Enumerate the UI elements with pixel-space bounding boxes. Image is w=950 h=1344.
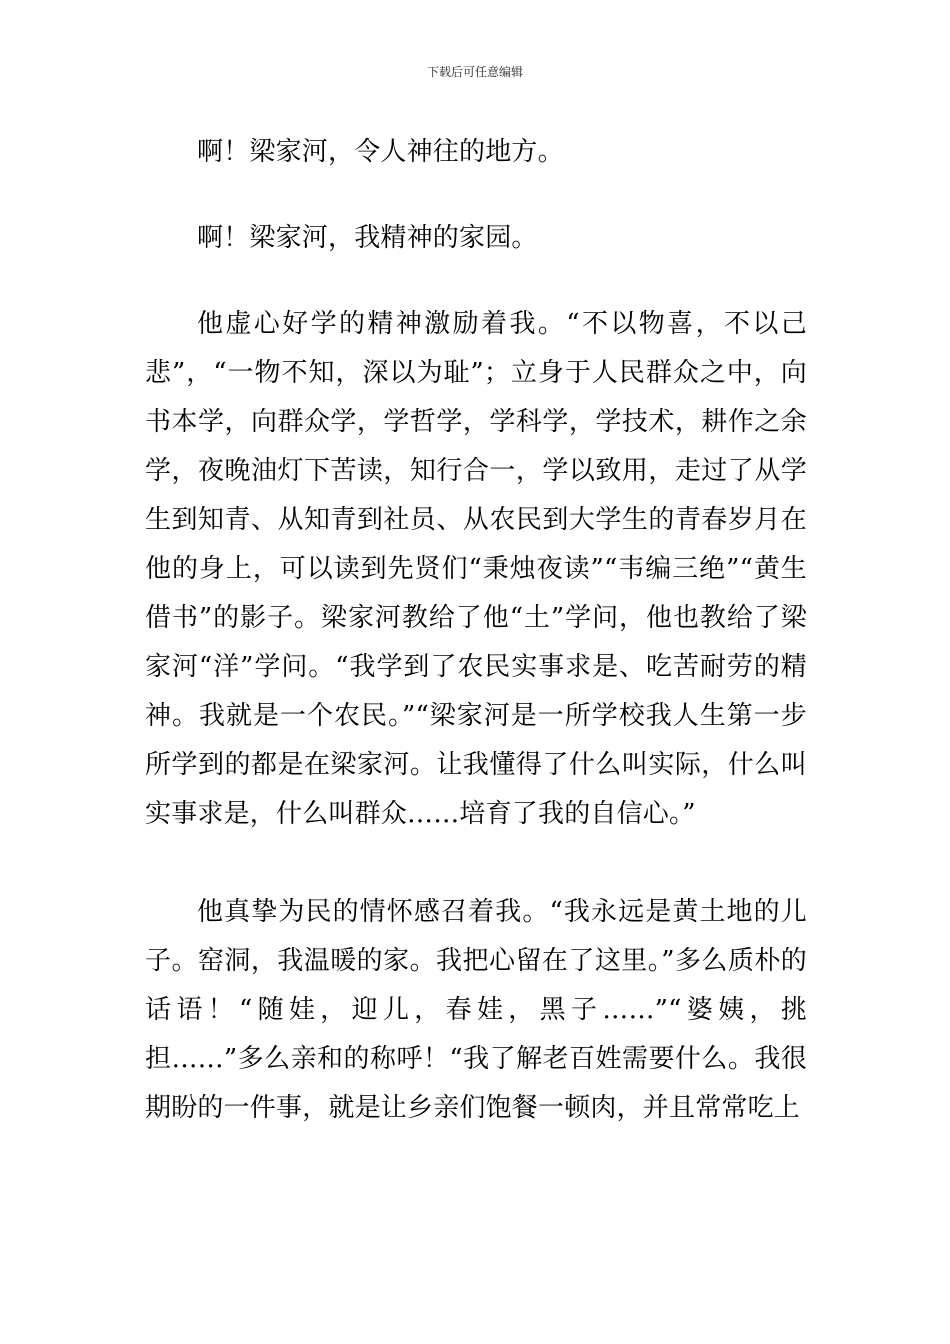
paragraph-people-sentiment: 他真挚为民的情怀感召着我。“我永远是黄土地的儿子。窑洞，我温暖的家。我把心留在了这里。”多么质朴的话语！“随娃，迎儿，春娃，黑子……”“婆姨，挑担……”多么亲和的称呼！“我了解老百姓需要什么。我很期盼的一件事，就是让乡亲们饱餐一顿肉，并且常常吃上 <box>145 897 807 1123</box>
page-header-note: 下载后可任意编辑 <box>426 65 523 79</box>
document-body <box>145 128 807 1133</box>
paragraph-exclamation-1: 啊！梁家河，令人神往的地方。 <box>197 137 564 167</box>
paragraph-learning-spirit: 他虚心好学的精神激励着我。“不以物喜，不以己悲”，“一物不知，深以为耻”；立身于人民群众之中，向书本学，向群众学，学哲学，学科学，学技术，耕作之余学，夜晚油灯下苦读，知行合一，学以致用，走过了从学生到知青、从知青到社员、从农民到大学生的青春岁月在他的身上，可以读到先贤们“秉烛夜读”“韦编三绝”“黄生借书”的影子。梁家河教给了他“土”学问，他也教给了梁家河“洋”学问。“我学到了农民实事求是、吃苦耐劳的精神。我就是一个农民。”“梁家河是一所学校我人生第一步所学到的都是在梁家河。让我懂得了什么叫实际，什么叫实事求是，什么叫群众……培育了我的自信心。” <box>145 309 807 829</box>
paragraph-exclamation-2: 啊！梁家河，我精神的家园。 <box>197 223 538 253</box>
